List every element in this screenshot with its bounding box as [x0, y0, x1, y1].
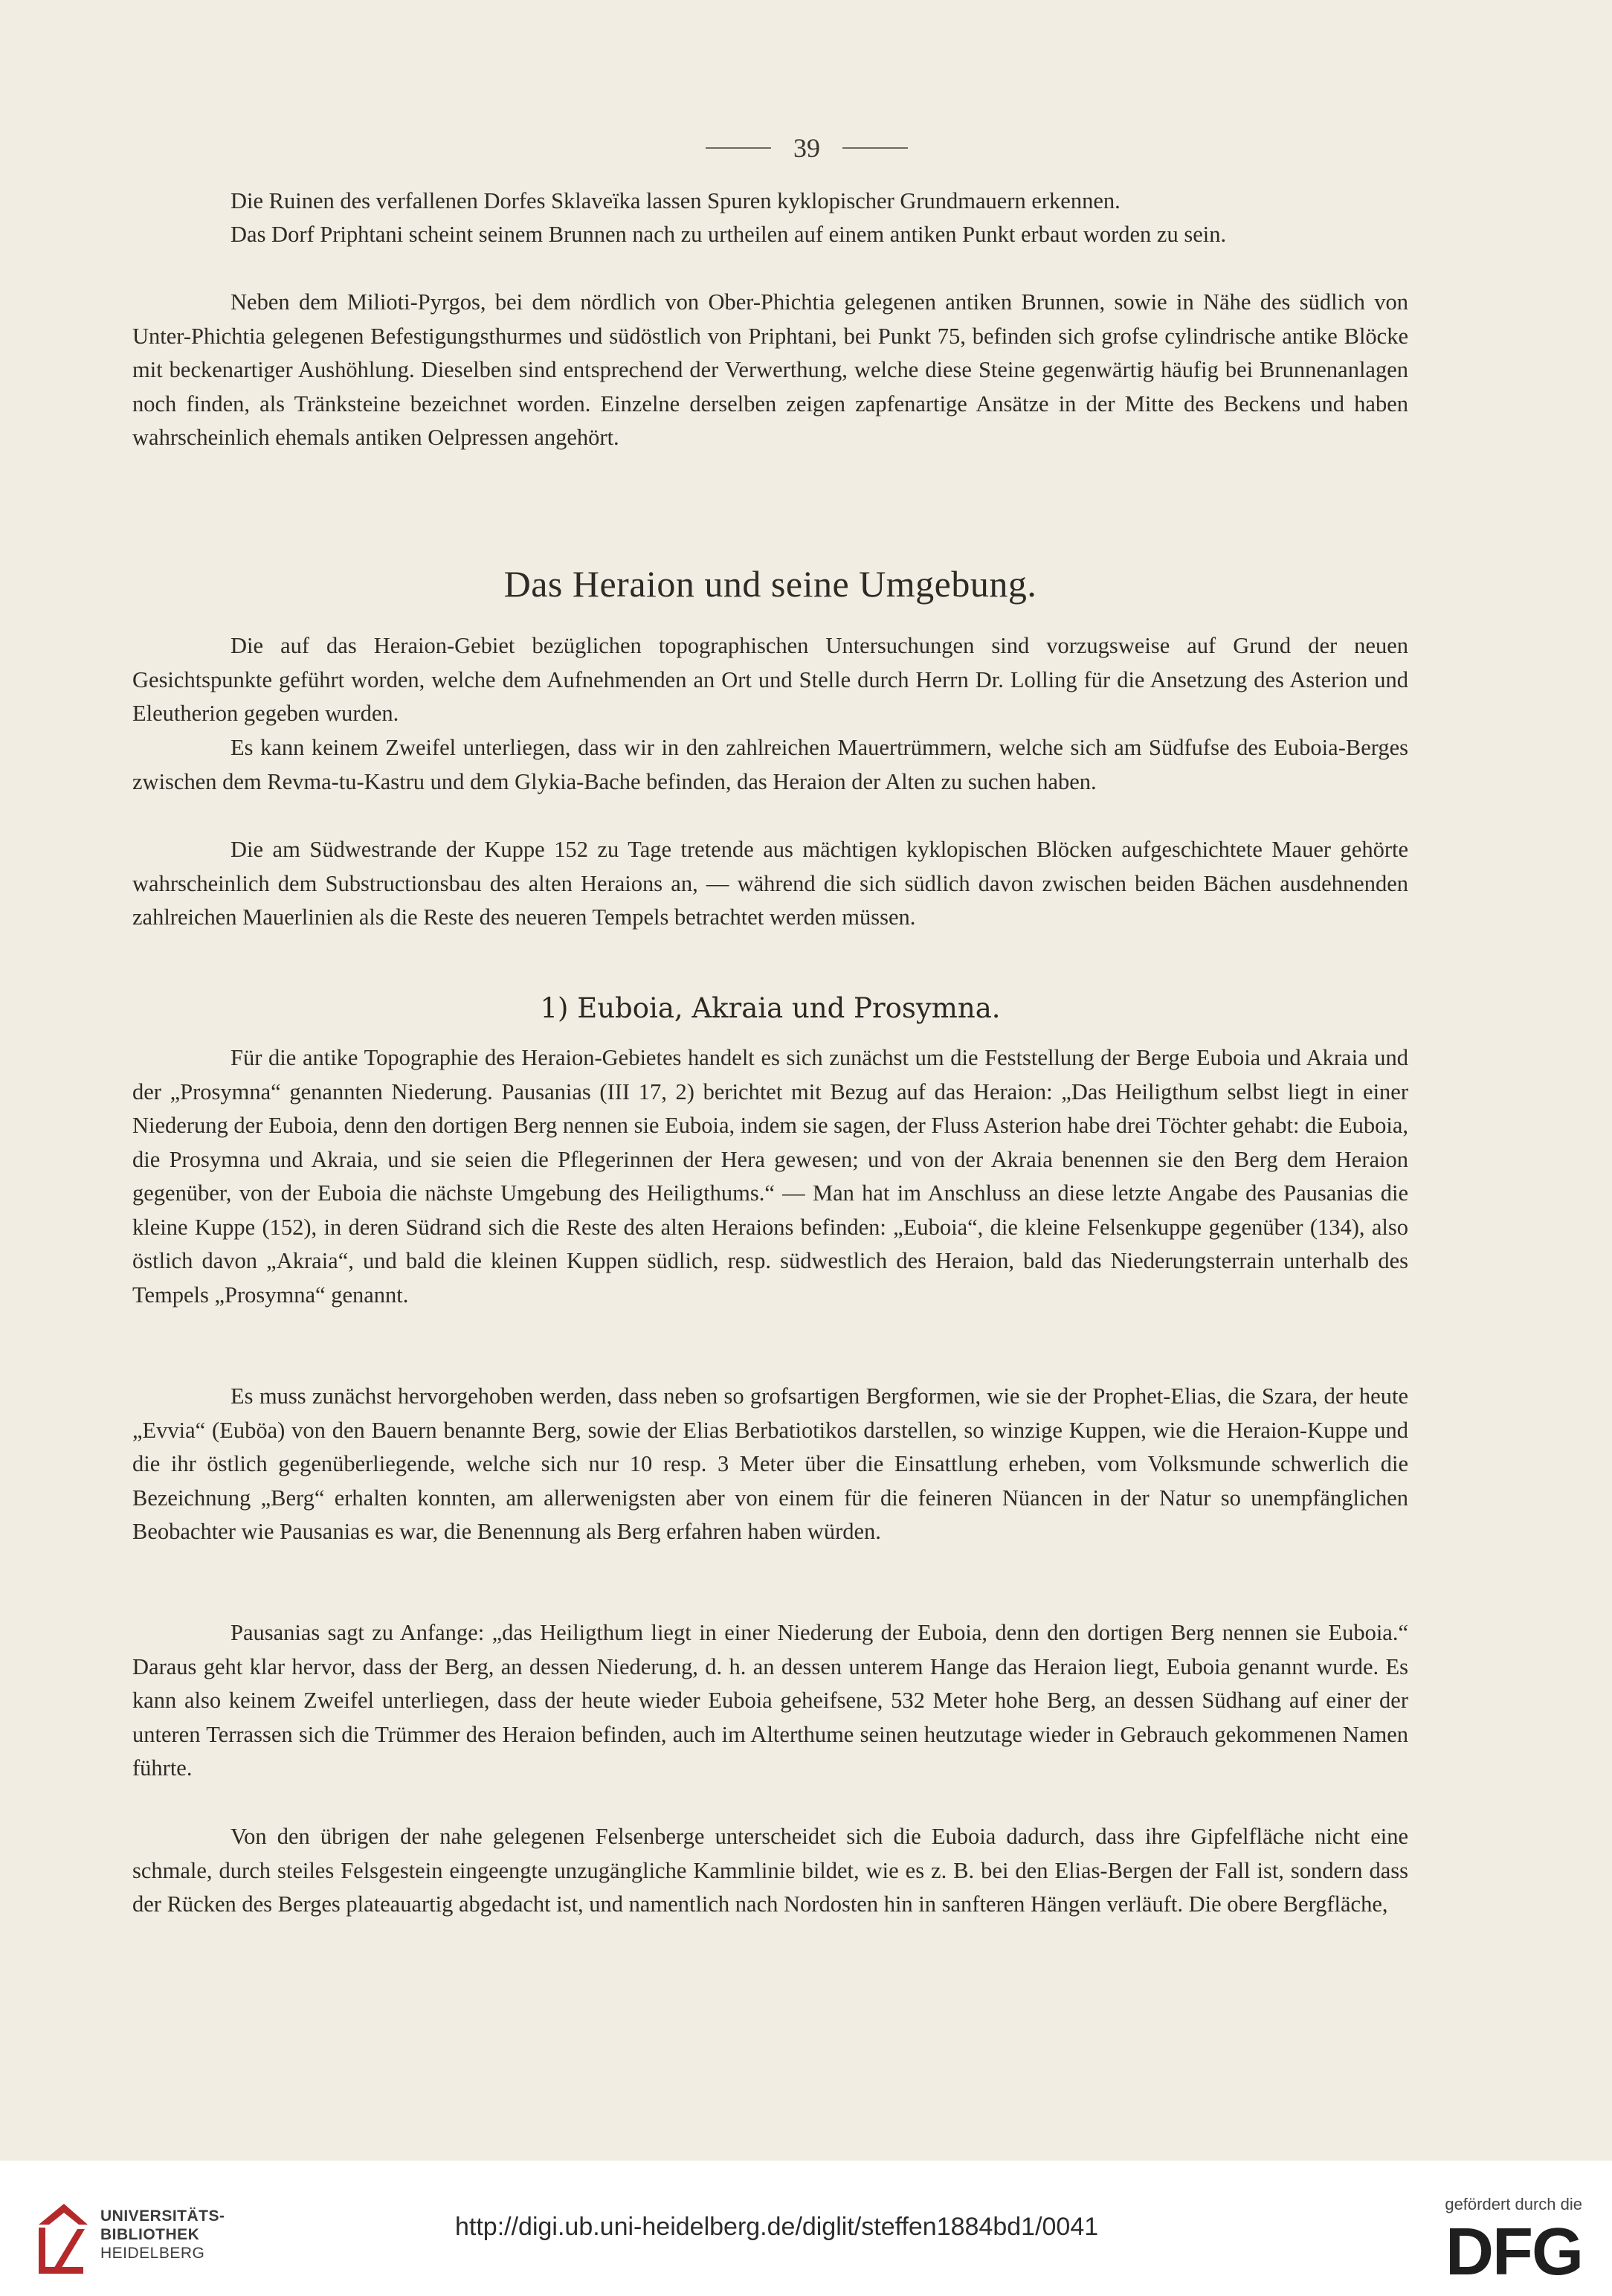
library-name [100, 2207, 225, 2263]
paragraph: Von den übrigen der nahe gelegenen Felsenberge unterscheidet sich die Euboia dadurch, dass ihre Gipfelfläche nicht eine schmale, durch steiles Felsgestein eingeengte unzugängliche Kammlinie bildet, wie es z. B. bei den Elias-Bergen der Fall ist, sondern dass der Rücken des Berges plateauartig abgedacht ist, und namentlich nach Nordosten hin in sanfteren Hängen verläuft. Die obere Bergfläche, [132, 1824, 1408, 1917]
ub-heidelberg-logo-icon [36, 2199, 91, 2277]
library-name-line: BIBLIOTHEK [100, 2226, 200, 2243]
page-number [662, 132, 952, 164]
paragraph: Es muss zunächst hervorgehoben werden, dass neben so grofsartigen Bergformen, wie sie der Prophet-Elias, die Szara, der heute „Evvia“ (Euböa) von den Bauern benannte Berg, sowie der Elias Berbatiotikos darstellen, so winzige Kuppen, wie die Heraion-Kuppe und die ihr östlich gegenüberliegende, welche sich nur 10 resp. 3 Meter über die Einsattlung erheben, vom Volksmunde schwerlich die Bezeichnung „Berg“ erhalten konnten, am allerwenigsten aber von einem für die feineren Nüancen in der Natur so unempfänglichen Beobachter wie Pausanias es war, die Benennung als Berg erfahren haben würden. [132, 1383, 1408, 1544]
paragraph: Neben dem Milioti-Pyrgos, bei dem nördlich von Ober-Phichtia gelegenen antiken Brunnen, sowie in Nähe des südlich von Unter-Phichtia gelegenen Befestigungsthurmes und südöstlich von Priphtani, bei Punkt 75, befinden sich grofse cylindrische antike Blöcke mit beckenartiger Aushöhlung. Dieselben sind entsprechend der Verwerthung, welche diese Steine gegenwärtig häufig bei Brunnenanlagen noch finden, als Tränksteine bezeichnet worden. Einzelne derselben zeigen zapfenartige Ansätze in der Mitte des Beckens und haben wahrscheinlich ehemals antiken Oelpressen angehört. [132, 289, 1408, 450]
paragraph: Es kann keinem Zweifel unterliegen, dass wir in den zahlreichen Mauertrümmern, welche sich am Südfufse des Euboia-Berges zwischen dem Revma-tu-Kastru und dem Glykia-Bache befinden, das Heraion der Alten zu suchen haben. [132, 735, 1408, 794]
page-number-rule-left [706, 147, 771, 149]
funding-caption: gefördert durch die [1445, 2195, 1582, 2213]
paragraph: Pausanias sagt zu Anfange: „das Heiligthum liegt in einer Niederung der Euboia, denn den dortigen Berg nennen sie Euboia.“ Daraus geht klar hervor, dass der Berg, an dessen Niederung, d. h. an dessen unterem Hange das Heraion liegt, Euboia genannt wurde. Es kann also keinem Zweifel unterliegen, dass der heute wieder Euboia geheifsene, 532 Meter hohe Berg, an dessen Südhang auf einer der unteren Terrassen sich die Trümmer des Heraion befinden, auch im Alterthume seinen heutzutage wieder in Gebrauch gekommenen Namen führte. [132, 1620, 1408, 1781]
section-heading: Das Heraion und seine Umgebung. [503, 563, 1037, 605]
paragraph: Die am Südwestrande der Kuppe 152 zu Tage tretende aus mächtigen kyklopischen Blöcken aufgeschichtete Mauer gehörte wahrscheinlich dem Substructionsbau des alten Heraions an, — während die sich südlich davon zwischen beiden Bächen ausdehnenden zahlreichen Mauerlinien als die Reste des neueren Tempels betrachtet werden müssen. [132, 837, 1408, 930]
subsection-heading: 1) Euboia, Akraia und Prosymna. [540, 992, 1001, 1024]
paragraph: Das Dorf Priphtani scheint seinem Brunnen nach zu urtheilen auf einem antiken Punkt erbaut worden zu sein. [230, 222, 1227, 247]
paragraph: Die auf das Heraion-Gebiet bezüglichen topographischen Untersuchungen sind vorzugsweise auf Grund der neuen Gesichtspunkte geführt worden, welche dem Aufnehmenden an Ort und Stelle durch Herrn Dr. Lolling für die Ansetzung des Asterion und Eleutherion gegeben wurden. [132, 633, 1408, 726]
dfg-logo: DFG [1445, 2215, 1582, 2289]
page-number-rule-right [842, 147, 908, 149]
paragraph: Die Ruinen des verfallenen Dorfes Sklaveïka lassen Spuren kyklopischer Grundmauern erkennen. [230, 188, 1121, 213]
library-name-line: UNIVERSITÄTS- [100, 2207, 225, 2225]
permalink-url[interactable]: http://digi.ub.uni-heidelberg.de/diglit/steffen1884bd1/0041 [455, 2213, 1099, 2241]
library-name-line: HEIDELBERG [100, 2245, 205, 2262]
digitization-footer [0, 2161, 1612, 2296]
paragraph: Für die antike Topographie des Heraion-Gebietes handelt es sich zunächst um die Feststellung der Berge Euboia und Akraia und der „Prosymna“ genannten Niederung. Pausanias (III 17, 2) berichtet mit Bezug auf das Heraion: „Das Heiligthum selbst liegt in einer Niederung der Euboia, denn den dortigen Berg nennen sie Euboia, indem sie sagen, der Fluss Asterion habe drei Töchter gehabt: die Euboia, die Prosymna und Akraia, und sie seien die Pflegerinnen der Hera gewesen; und von der Akraia benennen sie den Berg dem Heraion gegenüber, von der Euboia die nächste Umgebung des Heiligthums.“ — Man hat im Anschluss an diese letzte Angabe des Pausanias die kleine Kuppe (152), in deren Südrand sich die Reste des alten Heraions befinden: „Euboia“, die kleine Felsenkuppe gegenüber (134), also östlich davon „Akraia“, und bald die kleinen Kuppen südlich, resp. südwestlich des Heraion, bald das Niederungsterrain unterhalb des Tempels „Prosymna“ genannt. [132, 1045, 1408, 1308]
page-number-text: 39 [793, 133, 820, 163]
